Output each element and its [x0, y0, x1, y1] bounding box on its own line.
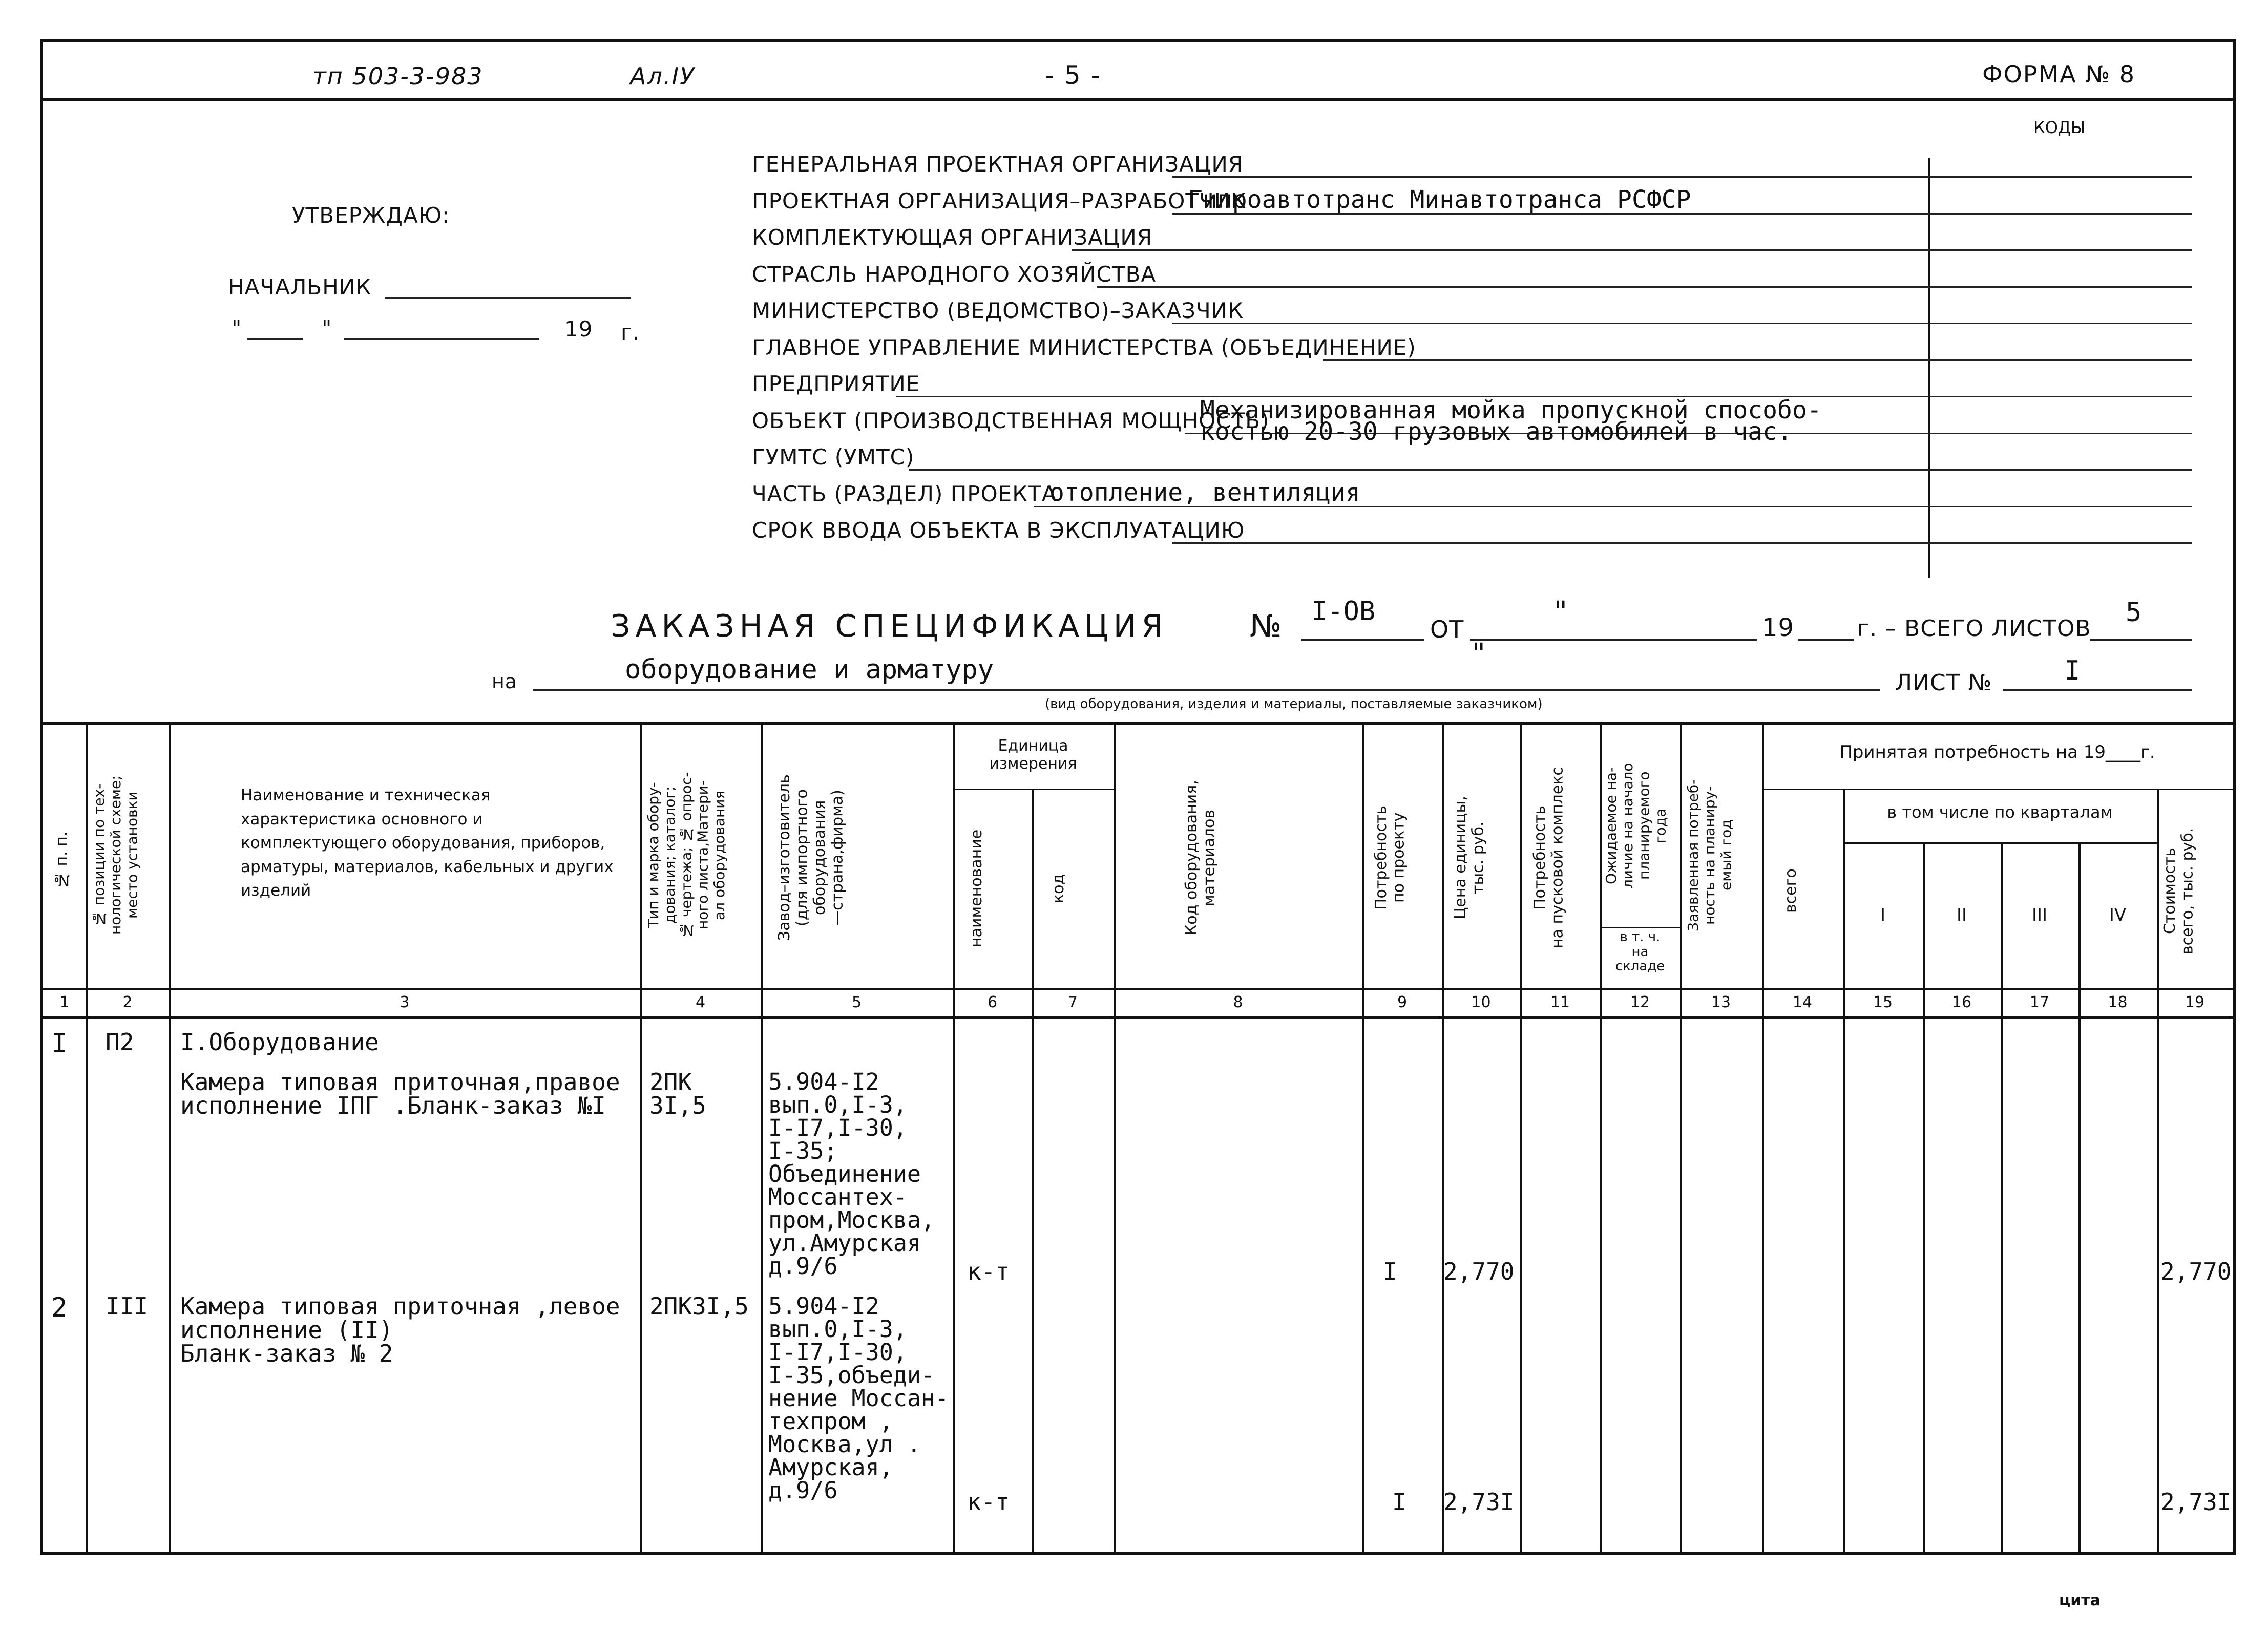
column-divider-11: [1600, 722, 1602, 1552]
row2-maker: 5.904-I2 вып.0,I-3, I-I7,I-30, I-35,объеди- нение Моссан- техпром , Москва,ул . Амурская, д.9/6: [768, 1292, 949, 1504]
chief-signature-line: [385, 297, 631, 299]
sheet-label: ЛИСТ №: [1895, 670, 1992, 696]
row1-unit: к-т: [967, 1258, 1010, 1285]
col-header-10: Цена единицы, тыс. руб.: [1452, 796, 1487, 920]
col-header-q4: IV: [2109, 905, 2127, 925]
date-year-prefix: 19: [564, 316, 593, 342]
field-label-11: СРОК ВВОДА ОБЪЕКТА В ЭКСПЛУАТАЦИЮ: [752, 518, 1245, 543]
column-divider-5: [953, 722, 955, 1552]
date-month-line: [344, 338, 539, 340]
column-number-16: 16: [1951, 993, 1972, 1011]
field-line-1: [1172, 176, 2192, 178]
table-header-bottom: [43, 988, 2233, 990]
date-quote-close: ": [322, 315, 332, 341]
spec-title: ЗАКАЗНАЯ СПЕЦИФИКАЦИЯ: [611, 608, 1168, 644]
field-value-8-line2: костью 20-30 грузовых автомобилей в час.: [1200, 417, 1792, 446]
col-header-q3: III: [2031, 905, 2048, 925]
row2-type: 2ПК3I,5: [649, 1292, 749, 1320]
col-header-19: Стоимость всего, тыс. руб.: [2161, 828, 2197, 955]
field-label-5: МИНИСТЕРСТВО (ВЕДОМСТВО)–ЗАКАЗЧИК: [752, 298, 1244, 323]
date-year-suffix: г.: [621, 320, 640, 345]
column-number-12: 12: [1630, 993, 1650, 1011]
spec-date-quote-open: ": [1552, 596, 1569, 629]
row2-total: 2,73I: [2160, 1488, 2232, 1516]
row2-pos: III: [106, 1292, 149, 1320]
column-divider-16: [2001, 842, 2003, 1552]
column-number-2: 2: [122, 993, 133, 1011]
row1-pos: П2: [106, 1028, 134, 1056]
spec-number-label: №: [1250, 608, 1283, 644]
column-divider-17: [2078, 842, 2081, 1552]
spec-on-line: [533, 689, 1880, 691]
field-line-5: [1172, 323, 2192, 324]
col-header-9: Потребность по проекту: [1372, 805, 1408, 910]
field-label-6: ГЛАВНОЕ УПРАВЛЕНИЕ МИНИСТЕРСТВА (ОБЪЕДИНЕНИЕ): [752, 335, 1416, 360]
field-line-4: [1097, 286, 2192, 288]
col-header-5: Завод–изготовитель (для импортного оборудования —страна,фирма): [775, 774, 847, 941]
field-label-3: КОМПЛЕКТУЮЩАЯ ОРГАНИЗАЦИЯ: [752, 225, 1153, 250]
doc-code: тп 503-3-983: [312, 62, 484, 90]
table-numbers-bottom: [43, 1016, 2233, 1019]
field-line-9: [909, 469, 2192, 471]
col-header-12b: в т. ч. на складе: [1615, 929, 1665, 974]
col-header-12: Ожидаемое на- личие на начало планируемого года: [1603, 762, 1669, 889]
accepted-group-line: [1762, 789, 2233, 790]
column-divider-18: [2157, 789, 2159, 1552]
column-number-19: 19: [2185, 993, 2205, 1011]
spec-total-sheets-line: [2090, 639, 2192, 641]
row1-section: I.Оборудование: [180, 1028, 379, 1056]
col-header-4: Тип и марка обору- дования; каталог; № чертежа; № опрос- ного листа,Матери- ал оборудования: [645, 772, 728, 939]
col-header-8: Код оборудования, материалов: [1183, 780, 1219, 936]
spec-on-label: на: [492, 670, 518, 693]
col-header-q1: I: [1880, 905, 1886, 925]
column-number-6: 6: [987, 993, 998, 1011]
col-header-11: Потребность на пусковой комплекс: [1531, 767, 1567, 948]
column-number-3: 3: [400, 993, 410, 1011]
header-divider: [43, 98, 2233, 101]
column-number-8: 8: [1233, 993, 1243, 1011]
column-divider-4: [761, 722, 763, 1552]
column-number-15: 15: [1873, 993, 1893, 1011]
col-header-accepted: Принятая потребность на 19____г.: [1839, 742, 2155, 762]
field-label-10: ЧАСТЬ (РАЗДЕЛ) ПРОЕКТА: [752, 481, 1057, 506]
row2-price: 2,73I: [1443, 1488, 1515, 1516]
column-number-10: 10: [1471, 993, 1491, 1011]
spec-date-quote-close: ": [1470, 638, 1487, 671]
column-number-17: 17: [2029, 993, 2050, 1011]
quarters-group-line: [1843, 842, 2157, 844]
field-line-11: [1172, 542, 2192, 544]
col12-split-line: [1600, 927, 1680, 928]
row1-total: 2,770: [2160, 1258, 2232, 1285]
row1-qty: I: [1383, 1258, 1397, 1285]
column-number-11: 11: [1550, 993, 1570, 1011]
field-line-6: [1323, 359, 2192, 361]
column-divider-8: [1362, 722, 1364, 1552]
column-number-4: 4: [695, 993, 706, 1011]
spec-from-label: ОТ: [1430, 616, 1464, 643]
field-label-1: ГЕНЕРАЛЬНАЯ ПРОЕКТНАЯ ОРГАНИЗАЦИЯ: [752, 152, 1244, 177]
field-value-8: Механизированная мойка пропускной способо-: [1200, 396, 1822, 425]
field-line-3: [1072, 249, 2192, 251]
column-divider-2: [169, 722, 171, 1552]
field-label-8: ОБЪЕКТ (ПРОИЗВОДСТВЕННАЯ МОЩНОСТЬ): [752, 408, 1270, 433]
field-label-7: ПРЕДПРИЯТИЕ: [752, 371, 920, 396]
column-number-1: 1: [59, 993, 70, 1011]
column-divider-12: [1680, 722, 1682, 1552]
column-divider-9: [1442, 722, 1444, 1552]
col-header-6: наименование: [968, 829, 985, 948]
col-header-13: Заявленная потреб- ность на планиру- емый год: [1685, 779, 1735, 931]
spec-year-prefix: 19: [1762, 613, 1795, 642]
sheet-line: [2003, 689, 2192, 691]
column-divider-13: [1762, 722, 1764, 1552]
spec-date-line: [1470, 639, 1757, 641]
spec-number-value: I-ОВ: [1311, 596, 1376, 627]
column-divider-1: [86, 722, 88, 1552]
row1-price: 2,770: [1443, 1258, 1515, 1285]
column-number-18: 18: [2108, 993, 2128, 1011]
date-day-line: [247, 338, 303, 340]
date-quote-open: ": [232, 315, 242, 341]
spec-on-value: оборудование и арматуру: [625, 654, 994, 685]
field-value-10: отопление, вентиляция: [1049, 478, 1360, 507]
field-label-9: ГУМТС (УМТС): [752, 444, 915, 470]
column-number-14: 14: [1792, 993, 1813, 1011]
column-divider-14: [1843, 789, 1845, 1552]
col-header-2: № позиции по тех- нологической схеме; место установки: [91, 775, 141, 935]
column-number-13: 13: [1711, 993, 1731, 1011]
row2-qty: I: [1392, 1488, 1406, 1516]
page-number: - 5 -: [1045, 60, 1101, 90]
row1-maker: 5.904-I2 вып.0,I-3, I-I7,I-30, I-35; Объединение Моссантех- пром,Москва, ул.Амурская д.9/6: [768, 1068, 935, 1280]
column-number-9: 9: [1397, 993, 1408, 1011]
col-header-1: № п. п.: [53, 831, 71, 889]
spec-number-line: [1301, 639, 1424, 641]
approve-title: УТВЕРЖДАЮ:: [292, 203, 450, 228]
column-divider-7: [1114, 722, 1116, 1552]
field-label-2: ПРОЕКТНАЯ ОРГАНИЗАЦИЯ–РАЗРАБОТЧИК: [752, 188, 1247, 214]
table-top-border: [43, 722, 2233, 725]
spec-total-sheets-value: 5: [2126, 597, 2142, 628]
row1-type: 2ПК 3I,5: [649, 1068, 706, 1119]
row2-unit: к-т: [967, 1488, 1010, 1516]
col-header-quarters: в том числе по кварталам: [1887, 802, 2113, 822]
album-number: Ал.IУ: [630, 62, 696, 90]
col-header-3: Наименование и техническая характеристика основного и комплектующего оборудования, приборов, арматуры, материалов, кабельных и других изделий: [241, 786, 614, 900]
col-header-7: код: [1049, 874, 1067, 903]
sheet-value: I: [2064, 655, 2081, 686]
chief-label: НАЧАЛЬНИК: [228, 274, 372, 300]
column-number-7: 7: [1067, 993, 1078, 1011]
col-header-q2: II: [1956, 905, 1967, 925]
spec-subnote: (вид оборудования, изделия и материалы, поставляемые заказчиком): [1045, 696, 1543, 712]
codes-label: КОДЫ: [2033, 118, 2086, 137]
field-value-2: Гипроавтотранс Минавтотранса РСФСР: [1188, 185, 1691, 214]
codes-column-line: [1928, 158, 1930, 578]
spec-total-sheets-label: г. – ВСЕГО ЛИСТОВ: [1857, 616, 2091, 642]
spec-year-line: [1798, 639, 1854, 641]
column-number-5: 5: [851, 993, 862, 1011]
field-label-4: СТРАСЛЬ НАРОДНОГО ХОЗЯЙСТВА: [752, 262, 1157, 287]
row1-name: Камера типовая приточная,правое исполнение IПГ .Бланк-заказ №I: [180, 1068, 620, 1119]
column-divider-3: [640, 722, 642, 1552]
column-divider-15: [1923, 842, 1925, 1552]
form-number: ФОРМА № 8: [1982, 60, 2136, 88]
col-header-unit-group: Единица измерения: [989, 737, 1077, 773]
col-header-14: всего: [1782, 868, 1800, 914]
column-divider-10: [1520, 722, 1522, 1552]
footer-mark: цита: [2059, 1592, 2101, 1609]
column-divider-6: [1032, 789, 1034, 1552]
row2-name: Камера типовая приточная ,левое исполнение (II) Бланк-заказ № 2: [180, 1292, 620, 1367]
row2-no: 2: [51, 1292, 68, 1323]
row1-no: I: [51, 1028, 68, 1059]
